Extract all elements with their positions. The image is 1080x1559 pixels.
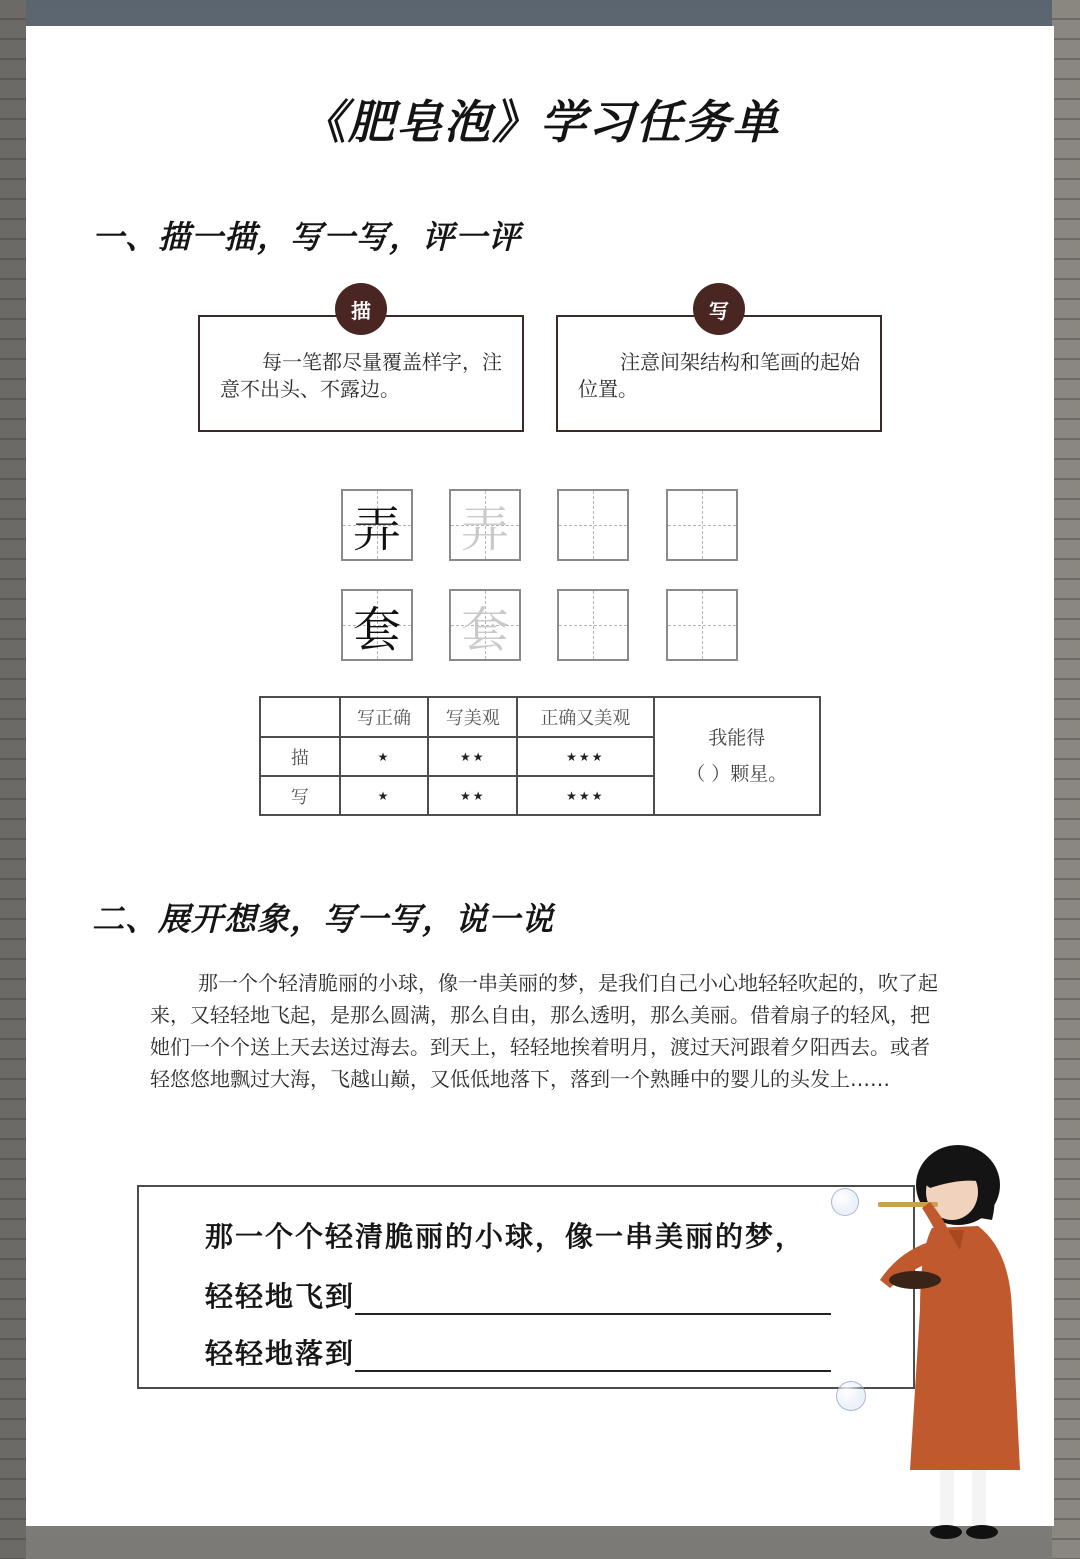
section2-title: 二、展开想象，写一写，说一说 [92, 900, 555, 938]
writing-cell[interactable] [557, 489, 629, 561]
model-char-cell [341, 489, 413, 561]
score-cell[interactable] [654, 697, 820, 815]
answer-intro: 那一个个轻清脆丽的小球，像一串美丽的梦， [205, 1220, 806, 1253]
star-rating-cell[interactable]: ★★★ [517, 776, 654, 815]
write-tip-text: 注意间架结构和笔画的起始位置。 [578, 350, 860, 401]
model-char: 套 [352, 601, 401, 658]
table-header: 写美观 [428, 697, 517, 737]
star-rating-cell[interactable]: ★ [340, 776, 429, 815]
score-label: 我能得 [708, 727, 766, 749]
trace-char-cell[interactable] [449, 489, 521, 561]
star-rating-cell[interactable]: ★★ [428, 737, 517, 776]
fall-prompt-line [205, 1332, 831, 1372]
background-wall-left [0, 0, 26, 1559]
row-label: 描 [260, 737, 340, 776]
writing-cell[interactable] [666, 589, 738, 661]
fly-answer-blank[interactable] [355, 1283, 831, 1315]
answer-box [137, 1185, 915, 1389]
soap-bubble-icon [831, 1188, 859, 1216]
writing-cell[interactable] [666, 489, 738, 561]
table-header-blank [260, 697, 340, 737]
trace-char-cell[interactable] [449, 589, 521, 661]
write-badge: 写 [693, 283, 745, 335]
score-blank: （ ）颗星。 [686, 763, 788, 785]
writing-cell[interactable] [557, 589, 629, 661]
star-rating-cell[interactable]: ★ [340, 737, 429, 776]
reading-passage: 那一个个轻清脆丽的小球，像一串美丽的梦，是我们自己小心地轻轻吹起的，吹了起来，又轻轻地飞起，是那么圆满，那么自由，那么透明，那么美丽。借着扇子的轻风，把她们一个个送上天去送过海去。到天上，轻轻地挨着明月，渡过天河跟着夕阳西去。或者轻悠悠地飘过大海，飞越山巅，又低低地落下，落到一个熟睡中的婴儿的头发上…… [150, 971, 938, 1091]
star-rating-cell[interactable]: ★★★ [517, 737, 654, 776]
fall-prompt: 轻轻地落到 [205, 1337, 356, 1370]
table-header: 正确又美观 [517, 697, 654, 737]
trace-char: 套 [460, 601, 509, 658]
trace-badge: 描 [335, 283, 387, 335]
row-label: 写 [260, 776, 340, 815]
star-rating-cell[interactable]: ★★ [428, 776, 517, 815]
trace-tip-text: 每一笔都尽量覆盖样字，注意不出头、不露边。 [220, 350, 502, 401]
page-title: 《肥皂泡》学习任务单 [300, 95, 780, 149]
fall-answer-blank[interactable] [355, 1340, 831, 1372]
model-char: 弄 [352, 501, 401, 558]
fly-prompt: 轻轻地飞到 [205, 1280, 356, 1313]
self-rating-table [259, 696, 821, 816]
girl-blowing-bubbles-illustration [860, 1140, 1060, 1559]
section1-title: 一、描一描，写一写，评一评 [92, 218, 522, 256]
fly-prompt-line [205, 1275, 831, 1315]
table-header: 写正确 [340, 697, 429, 737]
trace-char: 弄 [460, 501, 509, 558]
model-char-cell [341, 589, 413, 661]
